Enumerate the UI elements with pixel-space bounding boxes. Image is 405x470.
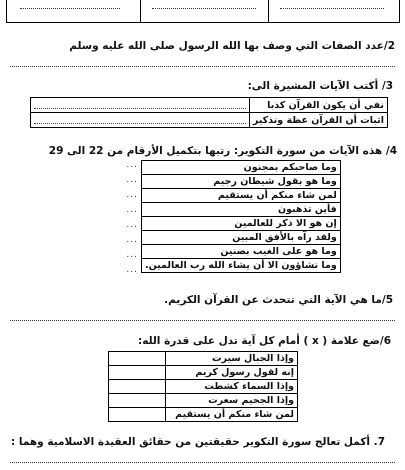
q6-verse-3: وإذا السماء كشطت	[166, 380, 298, 394]
q3-row-1-label: نفي أن يكون القرآن كذبا	[249, 98, 387, 113]
q6-verse-5: لمن شاء منكم أن يستقيم	[166, 408, 298, 422]
q4-verse-1: وما صاحبكم بمجنون	[142, 161, 341, 175]
q6-table	[108, 351, 298, 422]
q3-table	[30, 97, 388, 128]
question-3: 3/ أكتب الآيات المشيرة الى:	[247, 80, 393, 92]
answer-line-q5	[10, 320, 395, 321]
question-4: 4/ هذه الآيات من سورة التكوير: رتبها بتكميل الأرقام من 22 الى 29	[48, 145, 397, 157]
top-table-remnant	[6, 0, 400, 22]
table-row	[31, 98, 388, 113]
q4-verse-5: إن هو الا ذكر للعالمين	[142, 217, 341, 231]
table-row	[109, 366, 298, 380]
q4-verse-4: فأين تذهبون	[142, 203, 341, 217]
table-row	[142, 231, 341, 245]
q3-row-2-label: اثبات أن القرآن عظة وتذكير	[249, 113, 387, 128]
q4-verse-3: لمن شاء منكم أن يستقيم	[142, 189, 341, 203]
answer-line-q7	[10, 462, 395, 463]
table-row	[142, 217, 341, 231]
question-2: 2/عدد الصفات التي وصف بها الله الرسول صلى الله عليه وسلم	[69, 40, 395, 52]
number-blank[interactable]: ...	[126, 250, 138, 260]
number-blank[interactable]: ...	[126, 205, 138, 215]
question-5: 5/ما هي الآية التي تتحدث عن القرآن الكريم.	[164, 294, 393, 306]
table-row	[109, 380, 298, 394]
question-7: 7. أكمل تعالج سورة التكوير حقيقتين من حقائق العقيدة الاسلامية وهما :	[11, 436, 385, 448]
q4-verse-6: ولقد رآه بالأفق المبين	[142, 231, 341, 245]
q4-verse-2: وما هو بقول شيطان رجيم	[142, 175, 341, 189]
q6-mark-cell[interactable]	[109, 394, 166, 408]
q6-mark-cell[interactable]	[109, 352, 166, 366]
table-row	[31, 113, 388, 128]
table-row	[142, 175, 341, 189]
number-blank[interactable]: ...	[126, 220, 138, 230]
table-row	[142, 161, 341, 175]
q6-verse-4: وإذا الجحيم سعرت	[166, 394, 298, 408]
q4-number-blanks	[108, 160, 138, 280]
q6-verse-2: إنه لقول رسول كريم	[166, 366, 298, 380]
q6-mark-cell[interactable]	[109, 380, 166, 394]
number-blank[interactable]: ...	[126, 235, 138, 245]
number-blank[interactable]: ...	[126, 190, 138, 200]
q6-mark-cell[interactable]	[109, 408, 166, 422]
table-row	[142, 203, 341, 217]
q4-table	[141, 160, 341, 273]
answer-line-q2	[10, 66, 395, 67]
question-6: 6/ضع علامة ( x ) أمام كل آية تدل على قدرة الله:	[138, 335, 391, 347]
q6-verse-1: وإذا الجبال سيرت	[166, 352, 298, 366]
table-row	[109, 352, 298, 366]
table-row	[109, 394, 298, 408]
q4-verse-8: وما تشاؤون الا أن يشاء الله رب العالمين.	[142, 259, 341, 273]
q6-mark-cell[interactable]	[109, 366, 166, 380]
q3-row-2-answer[interactable]	[31, 113, 250, 128]
number-blank[interactable]: ...	[126, 265, 138, 275]
number-blank[interactable]: ...	[126, 175, 138, 185]
table-row	[142, 189, 341, 203]
q4-verse-7: وما هو على الغيب بضنين	[142, 245, 341, 259]
number-blank[interactable]: ...	[126, 160, 138, 170]
table-row	[142, 259, 341, 273]
q3-row-1-answer[interactable]	[31, 98, 250, 113]
table-row	[142, 245, 341, 259]
table-row	[109, 408, 298, 422]
